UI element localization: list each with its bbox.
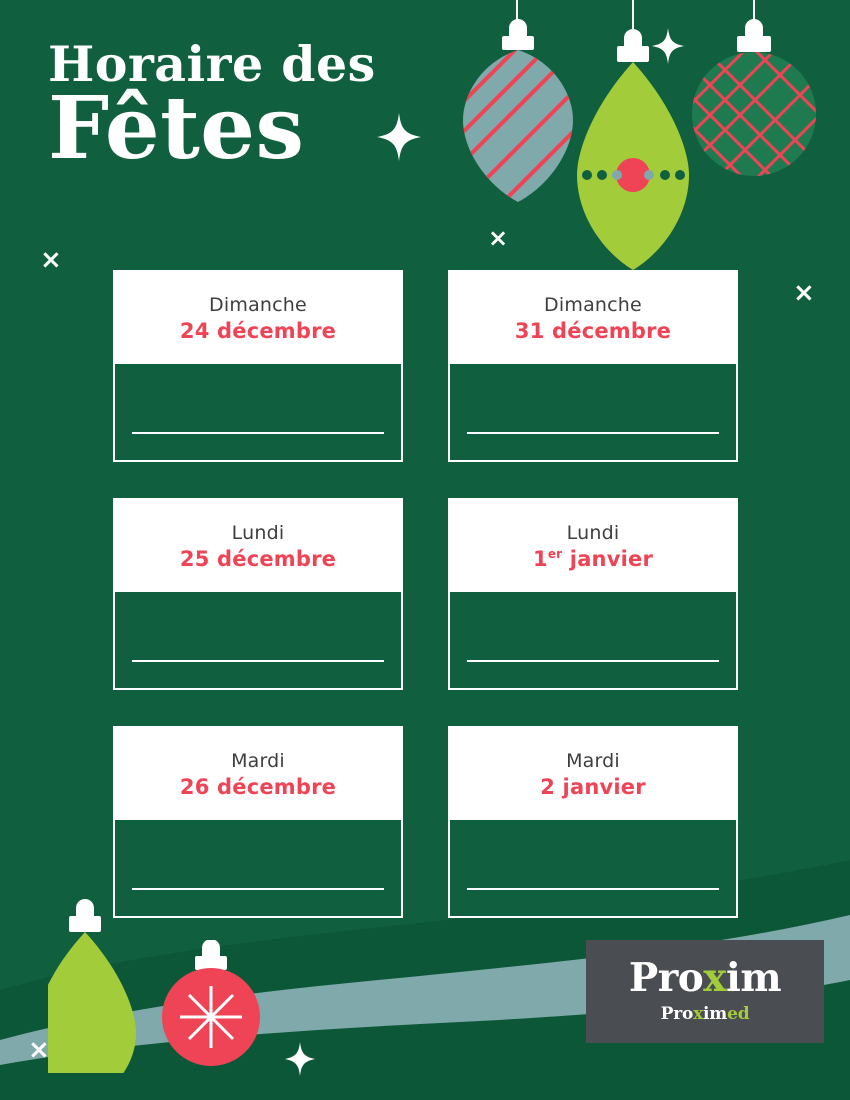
logo-sub-end: ed bbox=[727, 1004, 750, 1024]
card-hours-area[interactable] bbox=[115, 364, 401, 460]
title-line-2: Fêtes bbox=[48, 78, 305, 180]
card-write-line bbox=[132, 432, 384, 434]
sparkle-icon bbox=[285, 1042, 315, 1076]
card-date-suffix: er bbox=[547, 546, 563, 561]
card-day-label: Dimanche bbox=[209, 293, 307, 316]
card-day-label: Lundi bbox=[231, 521, 285, 544]
schedule-card bbox=[448, 270, 738, 462]
card-day-label: Lundi bbox=[566, 521, 620, 544]
sparkle-icon bbox=[377, 113, 421, 161]
card-date-label: 31 décembre bbox=[514, 318, 672, 343]
card-date-month: janvier bbox=[562, 546, 653, 571]
card-date-number: 1 bbox=[533, 546, 548, 571]
card-hours-area[interactable] bbox=[450, 592, 736, 688]
schedule-card bbox=[448, 726, 738, 918]
logo-sub-x: x bbox=[693, 1004, 704, 1024]
card-header bbox=[115, 272, 401, 364]
proxim-logo bbox=[586, 940, 824, 1043]
x-mark-icon: × bbox=[28, 1035, 50, 1065]
card-header bbox=[450, 728, 736, 820]
logo-x: x bbox=[703, 955, 727, 1001]
card-day-label: Dimanche bbox=[544, 293, 642, 316]
schedule-card bbox=[113, 498, 403, 690]
card-date-label: 24 décembre bbox=[179, 318, 337, 343]
logo-sub-pre: Pro bbox=[660, 1004, 694, 1024]
red-ball-ornament bbox=[160, 940, 270, 1070]
card-header bbox=[115, 500, 401, 592]
title-line-1: Horaire des bbox=[48, 35, 376, 93]
x-mark-icon: × bbox=[488, 224, 509, 252]
card-hours-area[interactable] bbox=[115, 592, 401, 688]
card-write-line bbox=[467, 432, 719, 434]
logo-brand-name bbox=[628, 955, 782, 1001]
schedule-card bbox=[113, 726, 403, 918]
card-hours-area[interactable] bbox=[115, 820, 401, 916]
x-mark-icon: × bbox=[793, 278, 815, 308]
lattice-green-ornament bbox=[685, 0, 825, 190]
card-write-line bbox=[132, 660, 384, 662]
card-write-line bbox=[467, 888, 719, 890]
card-header bbox=[115, 728, 401, 820]
card-hours-area[interactable] bbox=[450, 364, 736, 460]
card-date-label: 2 janvier bbox=[540, 774, 646, 799]
logo-sub-name bbox=[661, 1004, 750, 1024]
logo-sub-mid: im bbox=[703, 1004, 728, 1024]
card-day-label: Mardi bbox=[231, 749, 285, 772]
card-write-line bbox=[132, 888, 384, 890]
page-title bbox=[48, 35, 376, 180]
logo-pre: Pro bbox=[628, 955, 704, 1001]
schedule-card bbox=[113, 270, 403, 462]
sparkle-icon bbox=[652, 28, 684, 64]
x-mark-icon: × bbox=[40, 245, 62, 275]
card-date-label bbox=[533, 547, 653, 571]
card-date-label: 26 décembre bbox=[179, 774, 337, 799]
card-write-line bbox=[467, 660, 719, 662]
schedule-card bbox=[448, 498, 738, 690]
card-day-label: Mardi bbox=[566, 749, 620, 772]
logo-post: im bbox=[726, 955, 782, 1001]
card-date-label: 25 décembre bbox=[179, 546, 337, 571]
card-header bbox=[450, 272, 736, 364]
card-hours-area[interactable] bbox=[450, 820, 736, 916]
card-header bbox=[450, 500, 736, 592]
schedule-cards-grid bbox=[113, 270, 738, 918]
